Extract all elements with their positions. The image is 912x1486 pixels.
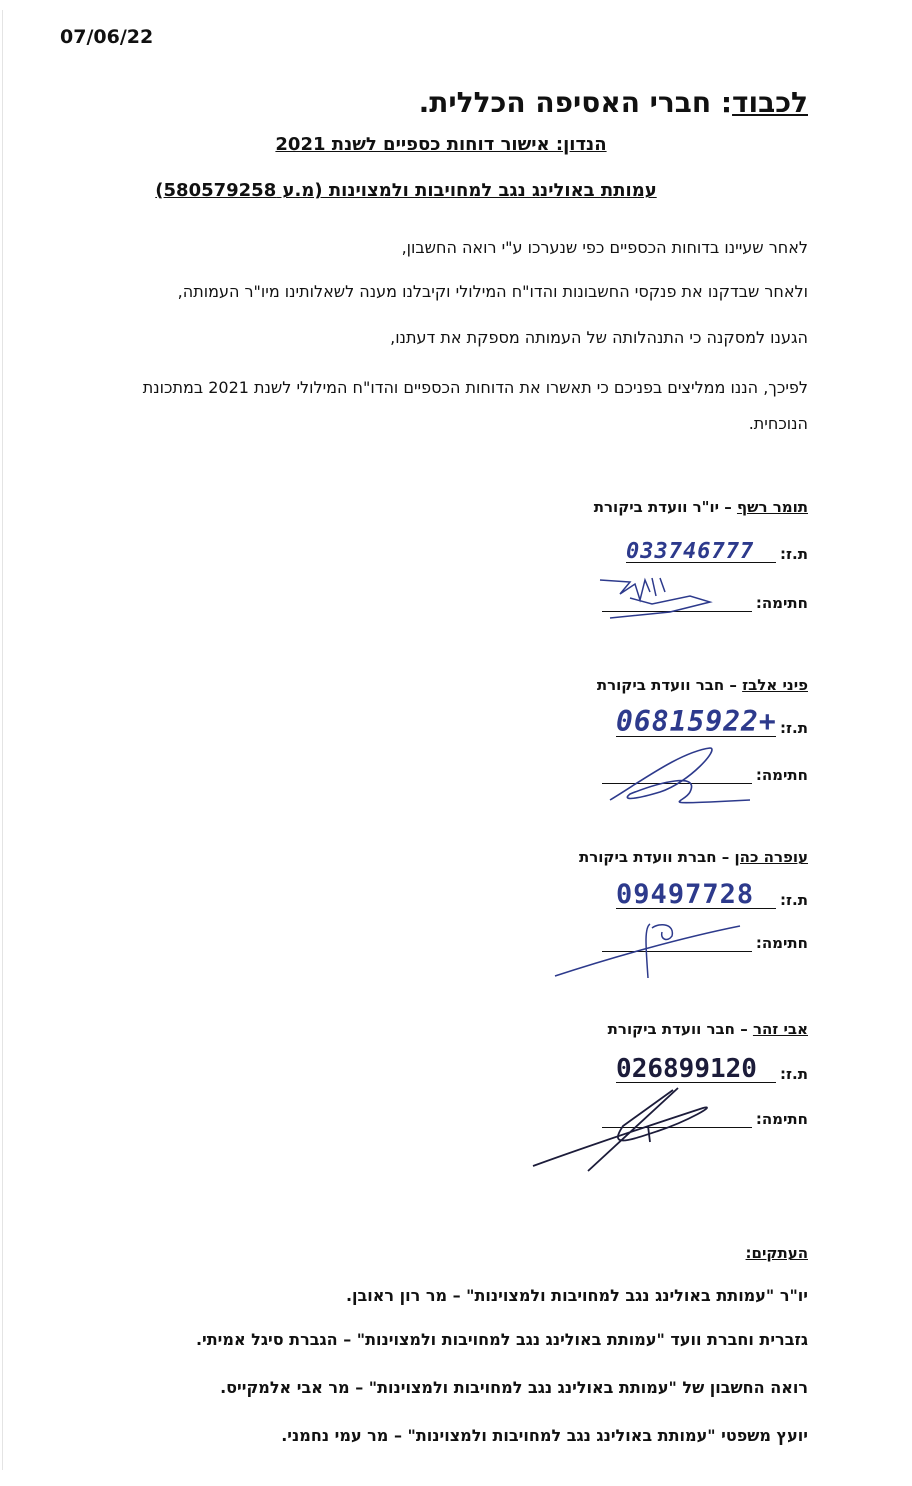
- entity-line: עמותת באולינג נגב למחויבות ולמצוינות (מ.ע 580579258): [155, 180, 657, 201]
- signatory-title: [508, 676, 808, 694]
- id-row: [508, 879, 808, 910]
- signature-row: [508, 763, 808, 784]
- signatory-role: – יו"ר וועדת ביקורת: [593, 498, 737, 516]
- id-row: [508, 539, 808, 564]
- signatory-title: [508, 498, 808, 516]
- signature-row: [508, 1107, 808, 1128]
- signatory-title: [508, 848, 808, 866]
- id-row: [508, 1054, 808, 1084]
- copy-recipient: יו"ר "עמותת באולינג נגב למחויבות ולמצוינות" – מר רון ראובן.: [345, 1286, 808, 1305]
- id-field: [616, 879, 776, 910]
- handwritten-id: 033746777: [626, 539, 755, 564]
- page-edge: [2, 10, 3, 1470]
- signatory-role: – חברת וועדת ביקורת: [578, 848, 735, 866]
- signature-row: [508, 591, 808, 612]
- signature-field: [602, 1107, 752, 1128]
- addressee-label: לכבוד: [732, 86, 808, 119]
- addressee: [419, 86, 808, 119]
- signatory-name: אבי זהר: [752, 1020, 808, 1038]
- paragraph: לפיכך, הננו ממליצים בפניכם כי תאשרו את הדוחות הכספיים והדו"ח המילולי לשנת 2021 במתכונת הנוכחית.: [142, 378, 808, 433]
- signatory-role: – חבר וועדת ביקורת: [607, 1020, 753, 1038]
- signatory-role: – חבר וועדת ביקורת: [596, 676, 743, 694]
- id-field: [626, 539, 776, 564]
- signature-label: חתימה:: [755, 934, 808, 952]
- copy-recipient: גזברית וחברת וועד "עמותת באולינג נגב למחויבות ולמצוינות" – הגברת סיגל אמיתי.: [195, 1330, 808, 1349]
- signature-label: חתימה:: [755, 594, 808, 612]
- addressee-text: : חברי האסיפה הכללית.: [418, 86, 733, 119]
- signature-label: חתימה:: [755, 1110, 808, 1128]
- signatory-name: תומר רשף: [736, 498, 808, 516]
- handwritten-id: 026899120: [616, 1054, 757, 1084]
- id-field: [616, 1054, 776, 1084]
- signatory-name: פיני אלבז: [742, 676, 808, 694]
- copies-title: העתקים:: [745, 1244, 808, 1262]
- signature-field: [602, 591, 752, 612]
- copy-recipient: רואה החשבון של "עמותת באולינג נגב למחויבות ולמצוינות" – מר אבי אלמקייס.: [220, 1378, 808, 1397]
- copy-recipient: יועץ משפטי "עמותת באולינג נגב למחויבות ולמצוינות" – מר עמי נחמני.: [281, 1426, 808, 1445]
- id-label: ת.ז:: [780, 1065, 808, 1083]
- paragraph: הגענו למסקנה כי התנהלותה של העמותה מספקת את דעתנו,: [390, 328, 808, 347]
- signature-row: [508, 931, 808, 952]
- id-label: ת.ז:: [780, 545, 808, 563]
- signatory-title: [508, 1020, 808, 1038]
- document-date: 07/06/22: [60, 26, 154, 48]
- id-label: ת.ז:: [780, 719, 808, 737]
- signature-field: [602, 931, 752, 952]
- signatory-block: [508, 676, 808, 784]
- handwritten-id: 09497728: [616, 879, 755, 910]
- paragraph: ולאחר שבדקנו את פנקסי החשבונות והדו"ח המילולי וקיבלנו מענה לשאלותינו מיו"ר העמותה,: [177, 282, 808, 301]
- signatory-block: [508, 1020, 808, 1128]
- handwritten-id: 06815922+: [616, 705, 777, 738]
- signature-field: [602, 763, 752, 784]
- signatory-block: [508, 498, 808, 612]
- signatory-name: עופרה כהן: [734, 848, 808, 866]
- id-field: [616, 705, 777, 738]
- id-row: [508, 705, 808, 738]
- paragraph: לאחר שעיינו בדוחות הכספיים כפי שנערכו ע"י רואה החשבון,: [401, 238, 808, 257]
- id-label: ת.ז:: [780, 891, 808, 909]
- signatory-block: [508, 848, 808, 952]
- signature-label: חתימה:: [755, 766, 808, 784]
- subject-line: הנדון: אישור דוחות כספיים לשנת 2021: [275, 134, 607, 155]
